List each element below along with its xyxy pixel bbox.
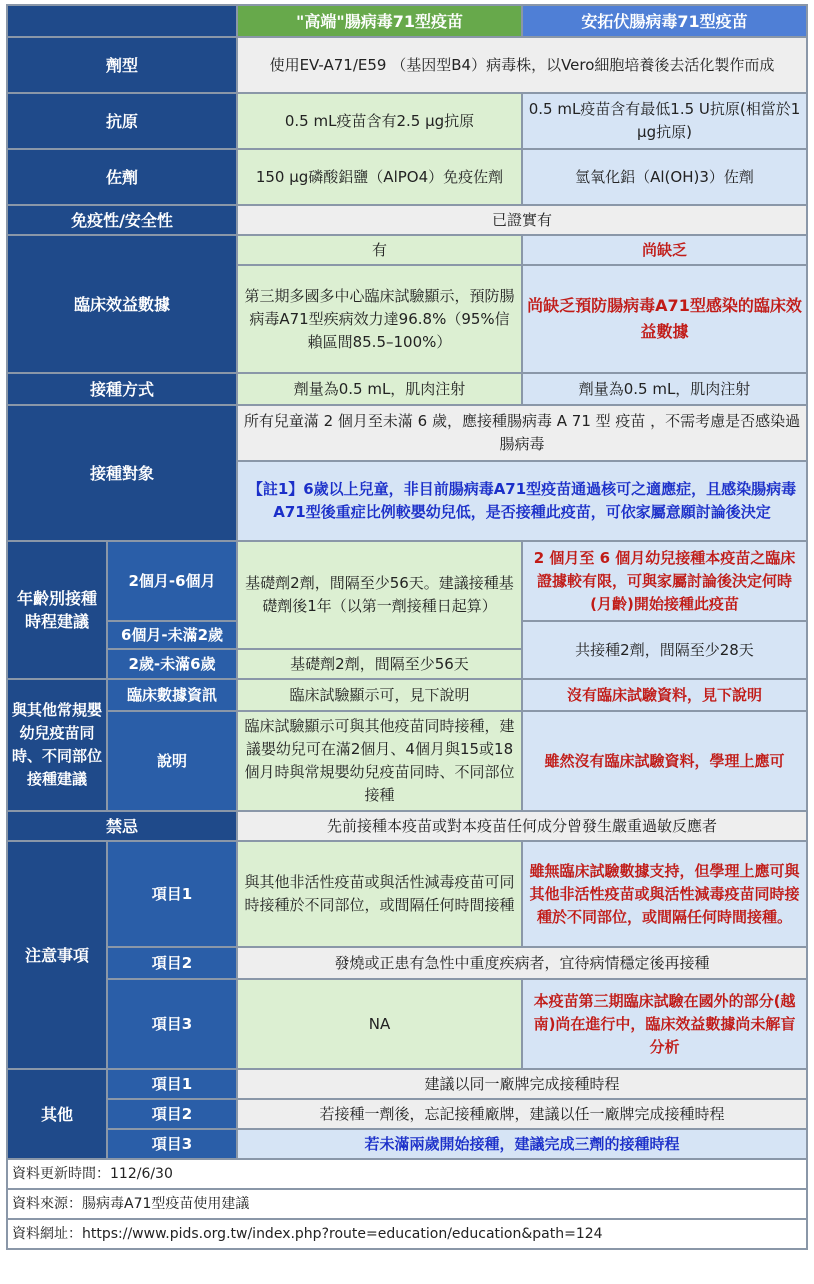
precaution-1-vaccine-2: 雖無臨床試驗數據支持，但學理上應可與其他非活性疫苗或與活性減毒疫苗同時接種於不同部位，或間隔任何時間接種。 [522,841,807,947]
footer-url: 資料網址：https://www.pids.org.tw/index.php?route=education/education&path=124 [7,1219,807,1249]
label-route: 接種方式 [7,373,237,405]
precaution-2-value: 發燒或正患有急性中重度疾病者，宜待病情穩定後再接種 [237,947,807,979]
efficacy-vaccine-1: 第三期多國多中心臨床試驗顯示，預防腸病毒A71型疾病效力達96.8%（95%信賴區間85.5–100%） [237,265,522,373]
label-contraindication: 禁忌 [7,811,237,841]
age-6m-2y: 6個月-未滿2歲 [107,621,237,649]
schedule-vaccine-1-older: 基礎劑2劑，間隔至少56天 [237,649,522,679]
schedule-vaccine-2-infant: 2 個月至 6 個月幼兒接種本疫苗之臨床證據較有限，可與家屬討論後決定何時(月齡)開始接種此疫苗 [522,541,807,621]
coadmin-vaccine-2-data: 沒有臨床試驗資料，見下說明 [522,679,807,711]
precaution-item-3: 項目3 [107,979,237,1069]
precaution-3-vaccine-2: 本疫苗第三期臨床試驗在國外的部分(越南)尚在進行中，臨床效益數據尚未解盲分析 [522,979,807,1069]
precaution-1-vaccine-1: 與其他非活性疫苗或與活性減毒疫苗可同時接種於不同部位，或間隔任何時間接種 [237,841,522,947]
adjuvant-vaccine-2: 氫氧化鋁（Al(OH)3）佐劑 [522,149,807,205]
value-immunity: 已證實有 [237,205,807,235]
other-1-value: 建議以同一廠牌完成接種時程 [237,1069,807,1099]
label-coadmin: 與其他常規嬰幼兒疫苗同時、不同部位接種建議 [7,679,107,811]
route-vaccine-2: 劑量為0.5 mL，肌肉注射 [522,373,807,405]
precaution-item-1: 項目1 [107,841,237,947]
vaccine-comparison-table [6,4,808,1250]
precaution-item-2: 項目2 [107,947,237,979]
header-vaccine-1: "高端"腸病毒71型疫苗 [237,5,522,37]
efficacy-head-vaccine-1: 有 [237,235,522,265]
other-item-1: 項目1 [107,1069,237,1099]
label-adjuvant: 佐劑 [7,149,237,205]
efficacy-vaccine-2: 尚缺乏預防腸病毒A71型感染的臨床效益數據 [522,265,807,373]
age-2-6-months: 2個月-6個月 [107,541,237,621]
label-immunity: 免疫性/安全性 [7,205,237,235]
coadmin-vaccine-2-explanation: 雖然沒有臨床試驗資料，學理上應可 [522,711,807,811]
age-2y-6y: 2歲-未滿6歲 [107,649,237,679]
efficacy-head-vaccine-2: 尚缺乏 [522,235,807,265]
label-target: 接種對象 [7,405,237,541]
antigen-vaccine-1: 0.5 mL疫苗含有2.5 µg抗原 [237,93,522,149]
target-note: 【註1】6歲以上兒童，非目前腸病毒A71型疫苗通過核可之適應症，且感染腸病毒A71型後重症比例較嬰幼兒低，是否接種此疫苗，可依家屬意願討論後決定 [237,461,807,541]
coadmin-vaccine-1-data: 臨床試驗顯示可，見下說明 [237,679,522,711]
coadmin-clinical-data: 臨床數據資訊 [107,679,237,711]
footer-updated: 資料更新時間：112/6/30 [7,1159,807,1189]
other-item-3: 項目3 [107,1129,237,1159]
header-vaccine-2: 安拓伏腸病毒71型疫苗 [522,5,807,37]
antigen-vaccine-2: 0.5 mL疫苗含有最低1.5 U抗原(相當於1 µg抗原) [522,93,807,149]
value-dosage-form: 使用EV-A71/E59 （基因型B4）病毒株，以Vero細胞培養後去活化製作而成 [237,37,807,93]
adjuvant-vaccine-1: 150 µg磷酸鋁鹽（AlPO4）免疫佐劑 [237,149,522,205]
label-antigen: 抗原 [7,93,237,149]
header-corner [7,5,237,37]
route-vaccine-1: 劑量為0.5 mL，肌肉注射 [237,373,522,405]
other-3-value: 若未滿兩歲開始接種，建議完成三劑的接種時程 [237,1129,807,1159]
other-item-2: 項目2 [107,1099,237,1129]
coadmin-explanation: 說明 [107,711,237,811]
schedule-vaccine-1-primary: 基礎劑2劑，間隔至少56天。建議接種基礎劑後1年（以第一劑接種日起算） [237,541,522,649]
coadmin-vaccine-1-explanation: 臨床試驗顯示可與其他疫苗同時接種，建議嬰幼兒可在滿2個月、4個月與15或18個月時與常規嬰幼兒疫苗同時、不同部位接種 [237,711,522,811]
label-dosage-form: 劑型 [7,37,237,93]
precaution-3-vaccine-1: NA [237,979,522,1069]
label-precautions: 注意事項 [7,841,107,1069]
label-other: 其他 [7,1069,107,1159]
value-contraindication: 先前接種本疫苗或對本疫苗任何成分曾發生嚴重過敏反應者 [237,811,807,841]
footer-source: 資料來源：腸病毒A71型疫苗使用建議 [7,1189,807,1219]
other-2-value: 若接種一劑後，忘記接種廠牌，建議以任一廠牌完成接種時程 [237,1099,807,1129]
label-schedule: 年齡別接種時程建議 [7,541,107,679]
value-target: 所有兒童滿 2 個月至未滿 6 歲，應接種腸病毒 A 71 型 疫苗 ，不需考慮是否感染過腸病毒 [237,405,807,461]
label-efficacy: 臨床效益數據 [7,235,237,373]
schedule-vaccine-2-standard: 共接種2劑，間隔至少28天 [522,621,807,679]
